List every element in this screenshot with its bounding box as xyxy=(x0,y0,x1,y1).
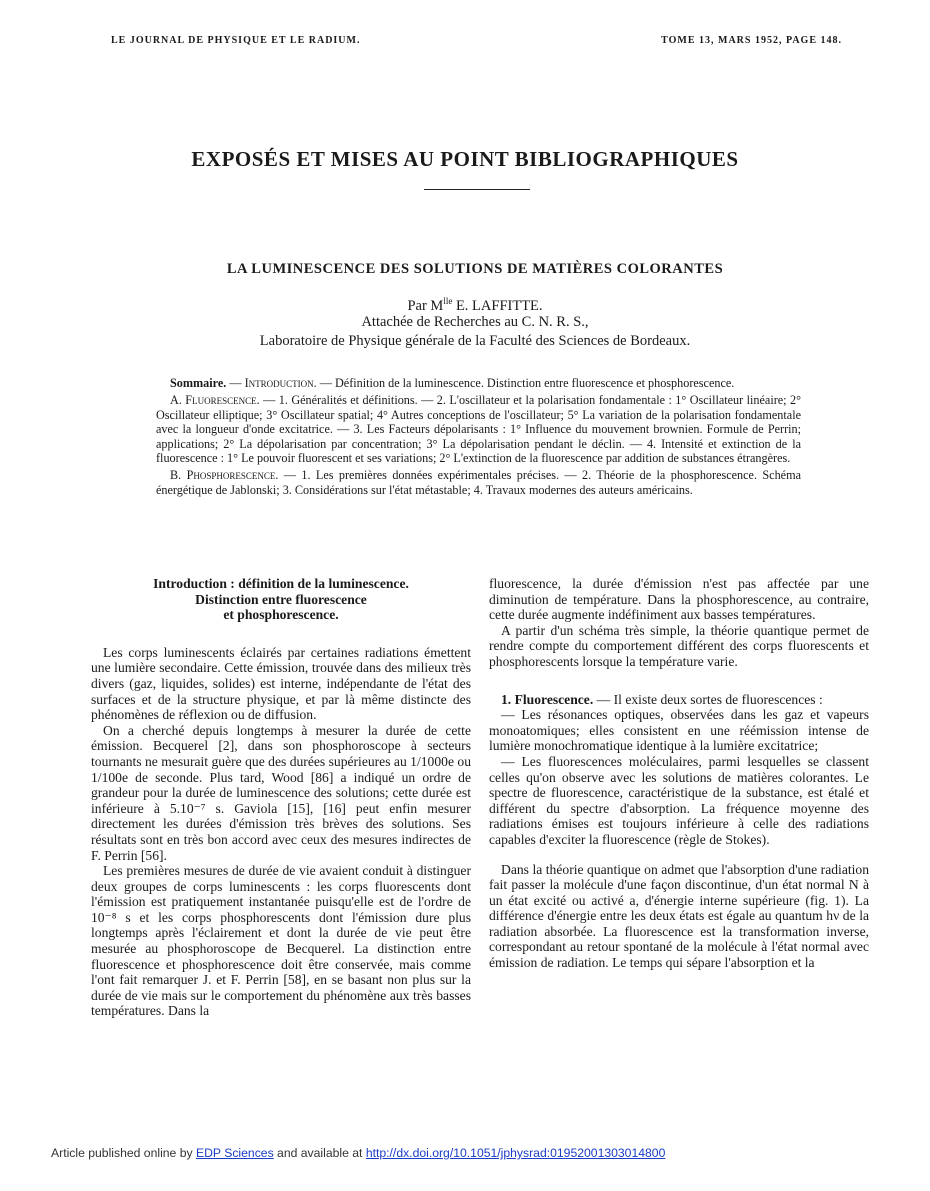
footer: Article published online by EDP Sciences and available at http://dx.doi.org/10.1051/jphysrad:01952001303014800 xyxy=(51,1146,666,1160)
affiliation-2: Laboratoire de Physique générale de la Faculté des Sciences de Bordeaux. xyxy=(259,333,691,349)
article-title: LA LUMINESCENCE DES SOLUTIONS DE MATIÈRES COLORANTES xyxy=(226,261,724,277)
paragraph: fluorescence, la durée d'émission n'est pas affectée par une diminution de température. Dans la phosphorescence, au contraire, cette durée augmente indéfiniment aux basses températures. xyxy=(489,576,869,623)
author-line: Par $M^{lle}$ E. LAFFITTE. xyxy=(407,296,543,314)
summary-part-b: B. Phosphorescence. — 1. Les premières données expérimentales précises. — 2. Théorie de la phosphorescence. Schéma énergétique de Jablonski; 3. Considérations sur l'état métastable; 4. Travaux modernes des auteurs américains. xyxy=(156,468,801,497)
left-column xyxy=(91,576,471,1019)
summary-part-a: A. Fluorescence. — 1. Généralités et définitions. — 2. L'oscillateur et la polarisation fondamentale : 1° Oscillateur linéaire; 2° Oscillateur elliptique; 3° Oscillateur spatial; 4° Autres conceptions de l'oscillateur; 5° La variation de la polarisation fondamentale avec la longueur d'onde excitatrice. — 3. Les Facteurs dépolarisants : 1° Influence du mouvement brownien. Formule de Perrin; applications; 2° La dépolarisation par concentration; 3° La dépolarisation pendant le déclin. — 4. Intensité et extinction de la fluorescence : 1° Le pouvoir fluorescent et ses variations; 2° L'extinction de la fluorescence par addition de substances étrangères. xyxy=(156,393,801,466)
publisher-link[interactable]: EDP Sciences xyxy=(195,1146,274,1160)
summary xyxy=(156,376,801,500)
paragraph: Les corps luminescents éclairés par certaines radiations émettent une lumière secondaire. Cette émission, trouvée dans des milieux très divers (gaz, liquides, solides) est interne, indépendante de l'état des surfaces et de la structure physique, et par là même distincte des phénomènes de réflexion ou de diffusion. xyxy=(91,644,471,723)
paragraph: Les premières mesures de durée de vie avaient conduit à distinguer deux groupes de corps luminescents : les corps fluorescents dont l'émission est pratiquement instantanée puisqu'elle est de l'ordre de 10⁻⁸ s et les corps phosphorescents dont l'émission dure plus longtemps après l'éclairement et dont la durée de vie peut être mesurée au phosphoroscope de Becquerel. La distinction entre fluorescence et phosphorescence doit être conservée, mais comme l'ont fait remarquer J. et F. Perrin [58], en se basant non plus sur la durée de vie mais sur le comportement du phénomène aux très basses températures. Dans la xyxy=(91,863,471,1019)
running-head-issue: TOME 13, MARS 1952, PAGE 148. xyxy=(661,35,842,46)
section-title: EXPOSÉS ET MISES AU POINT BIBLIOGRAPHIQUES xyxy=(191,147,739,171)
paragraph: Dans la théorie quantique on admet que l'absorption d'une radiation fait passer la molécule d'une façon discontinue, d'un état normal N à un état excité ou activé a, d'énergie interne supérieure (fig. 1). La différence d'énergie entre les deux états est égale au quantum hν de la radiation absorbée. La fluorescence est la transformation inverse, correspondant au retour spontané de la molécule à l'état normal avec émission de radiation. Le temps qui sépare l'absorption et la xyxy=(489,861,869,971)
right-column xyxy=(489,576,869,971)
running-head-journal: LE JOURNAL DE PHYSIQUE ET LE RADIUM. xyxy=(111,35,361,46)
title-rule xyxy=(424,189,530,190)
doi-link[interactable]: http://dx.doi.org/10.1051/jphysrad:01952001303014800 xyxy=(365,1146,666,1160)
paragraph: On a cherché depuis longtemps à mesurer la durée de cette émission. Becquerel [2], dans son phosphoroscope à secteurs tournants ne mesurait guère que des durées supérieures au 1/1000e ou 1/100e de seconde. Plus tard, Wood [86] a indiqué un ordre de grandeur pour la durée de luminescence des solutions; cette durée est inférieure à 5.10⁻⁷ s. Gaviola [15], [16] peut enfin mesurer directement les durées d'émission très brèves des solutions. Ses résultats sont en très bon accord avec ceux des mesures indirectes de F. Perrin [56]. xyxy=(91,722,471,863)
intro-heading: Introduction : définition de la luminescence. Distinction entre fluorescence et phosphorescence. xyxy=(153,576,409,623)
affiliation-1: Attachée de Recherches au C. N. R. S., xyxy=(361,314,589,330)
paragraph: — Les résonances optiques, observées dans les gaz et vapeurs monoatomiques; elles consistent en une réémission intense de lumière monochromatique identique à la lumière excitatrice; xyxy=(489,707,869,754)
paragraph: — Les fluorescences moléculaires, parmi lesquelles se classent celles qu'on observe avec les solutions de matières colorantes. Le spectre de fluorescence, caractéristique de la substance, est étalé et différent du spectre d'absorption. La fréquence moyenne des radiations émises est toujours inférieure à celle des radiations capables d'exciter la fluorescence (règle de Stokes). xyxy=(489,753,869,847)
fluorescence-heading: 1. Fluorescence. — Il existe deux sortes de fluorescences : xyxy=(501,691,823,707)
summary-intro: Sommaire. — Introduction. — Définition de la luminescence. Distinction entre fluorescence et phosphorescence. xyxy=(170,376,735,390)
paragraph: A partir d'un schéma très simple, la théorie quantique permet de rendre compte du comportement différent des corps fluorescents et phosphorescents lorsque la température varie. xyxy=(489,622,869,669)
